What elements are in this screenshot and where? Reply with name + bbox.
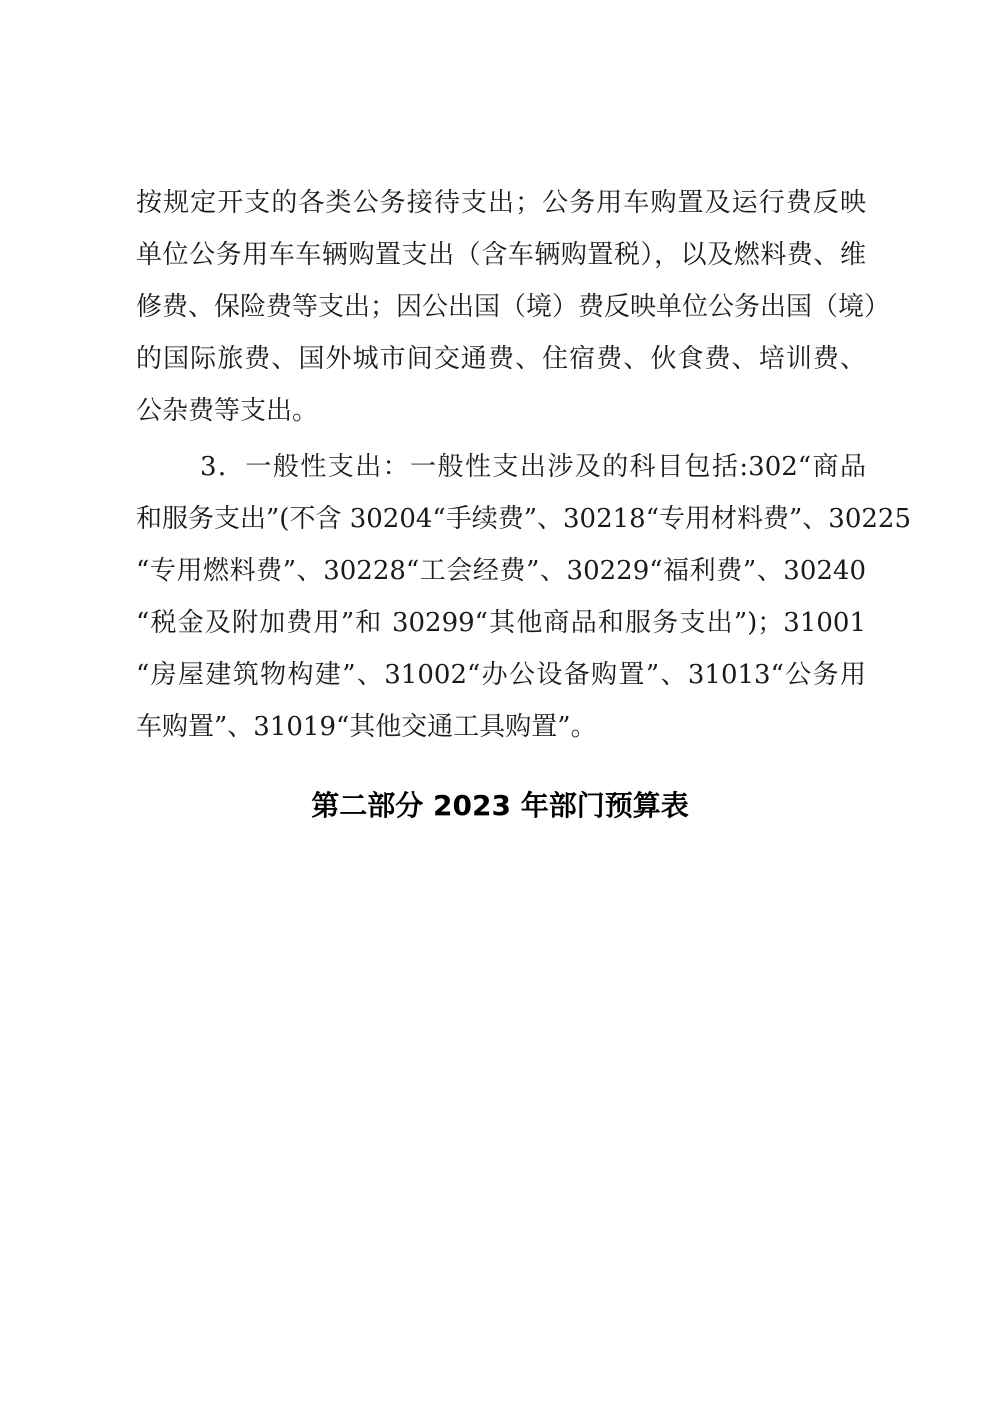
text-line: 车购置”、31019“其他交通工具购置”。 bbox=[136, 712, 597, 742]
text-line: 的国际旅费、国外城市间交通费、住宿费、伙食费、培训费、 bbox=[136, 344, 866, 374]
text-line: 和服务支出”(不含 30204“手续费”、30218“专用材料费”、30225 bbox=[136, 504, 911, 534]
text-line: 单位公务用车车辆购置支出（含车辆购置税），以及燃料费、维 bbox=[136, 240, 866, 270]
text-line: “税金及附加费用”和 30299“其他商品和服务支出”)；31001 bbox=[136, 608, 866, 638]
text-line: 3．一般性支出：一般性支出涉及的科目包括:302“商品 bbox=[200, 452, 866, 482]
section-heading: 第二部分 2023 年部门预算表 bbox=[311, 789, 689, 822]
text-line: 修费、保险费等支出；因公出国（境）费反映单位公务出国（境） bbox=[136, 292, 891, 322]
text-line: “房屋建筑物构建”、31002“办公设备购置”、31013“公务用 bbox=[136, 660, 866, 690]
text-line: 按规定开支的各类公务接待支出；公务用车购置及运行费反映 bbox=[136, 188, 866, 218]
text-line: 公杂费等支出。 bbox=[136, 396, 319, 426]
text-line: “专用燃料费”、30228“工会经费”、30229“福利费”、30240 bbox=[136, 556, 866, 586]
